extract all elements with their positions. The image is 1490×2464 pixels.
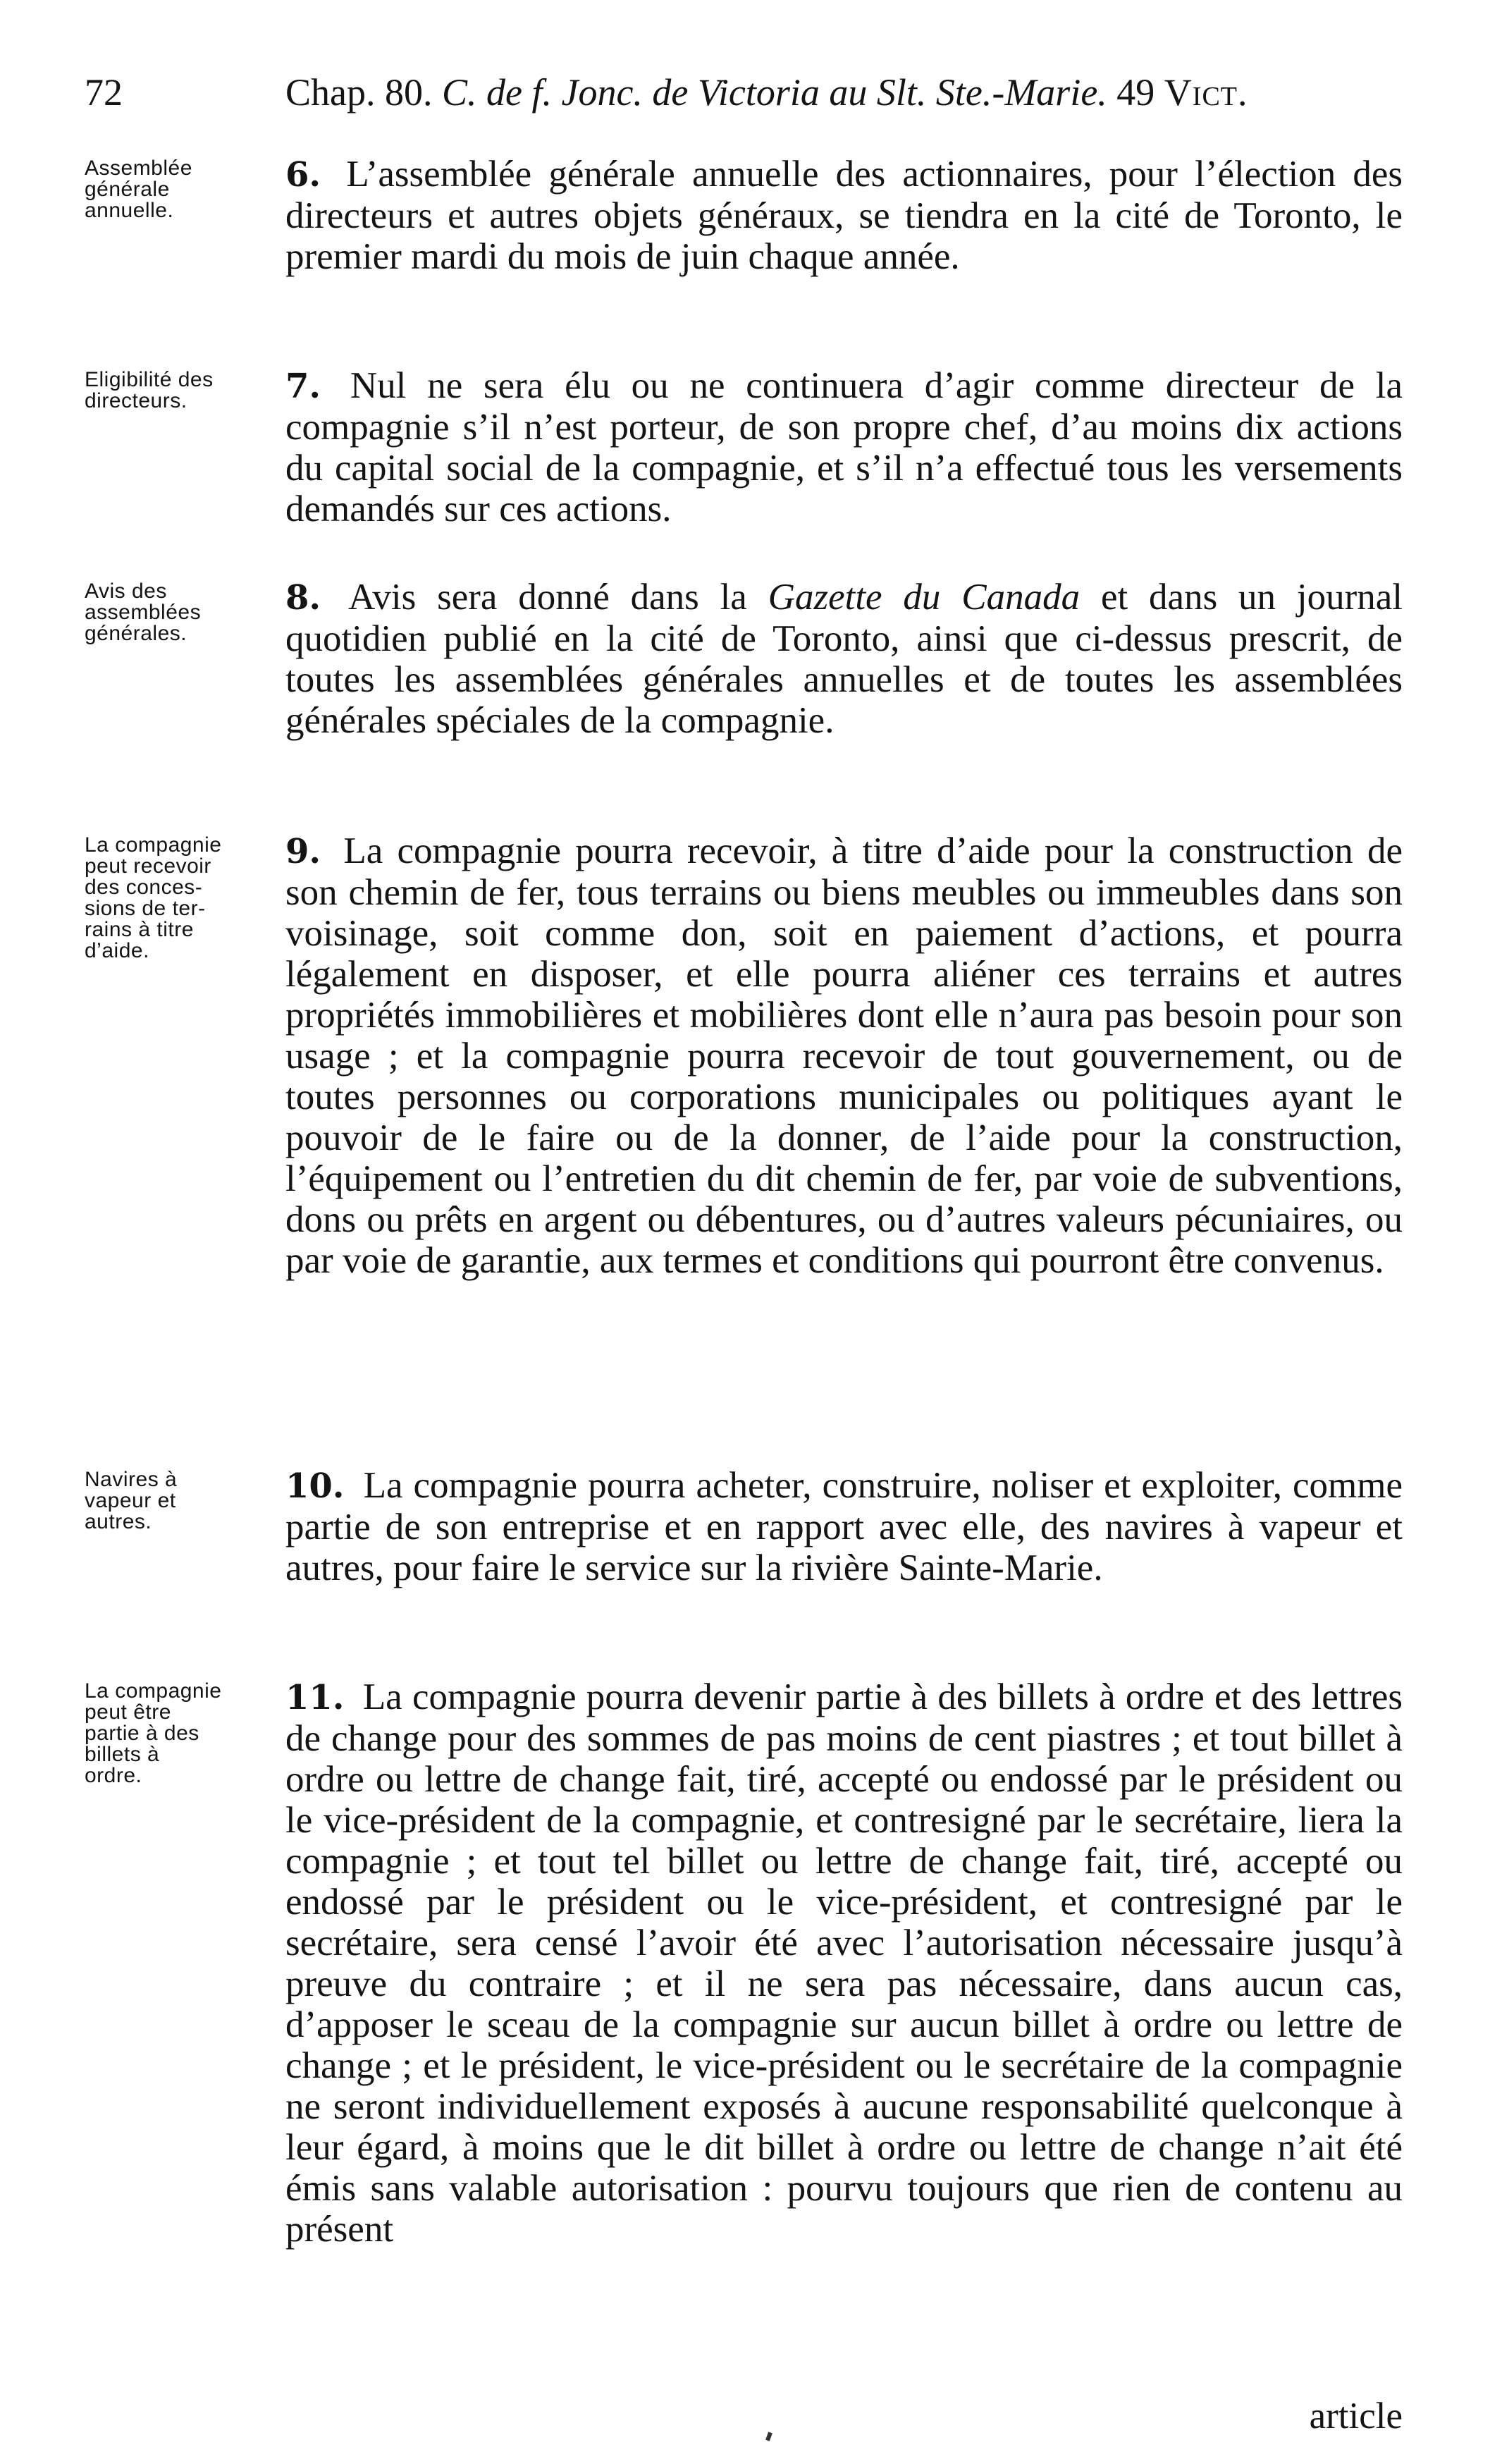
section-body: Nul ne sera élu ou ne continuera d’agir comme directeur de la compagnie s’il n’est porteur, de son propre chef, d’au moins dix actions du capital social de la compagnie, et s’il n’a effectué tous les versements demandés sur ces actions.	[285, 365, 1403, 529]
side-note: La compagnie peut être partie à des billets à ordre.	[85, 1679, 222, 1787]
running-title	[285, 68, 1248, 117]
section-body: L’assemblée générale annuelle des actionnaires, pour l’élection des directeurs et autres objets généraux, se tiendra en la cité de Toronto, le premier mardi du mois de juin chaque année.	[285, 154, 1403, 277]
catchword: article	[1309, 2396, 1403, 2437]
printer-mark	[765, 2432, 772, 2441]
section-body: La compagnie pourra acheter, construire, noliser et exploiter, comme partie de son entreprise et en rapport avec elle, des navires à vapeur et autres, pour faire le service sur la rivière Sainte-Marie.	[285, 1465, 1403, 1588]
section-body: La compagnie pourra devenir partie à des billets à ordre et des lettres de change pour des sommes de pas moins de cent piastres ; et tout billet à ordre ou lettre de change fait, tiré, accepté ou endossé par le président ou le vice-président de la compagnie, et contresigné par le secrétaire, liera la compagnie ; et tout tel billet ou lettre de change fait, tiré, accepté ou endossé par le président ou le vice-président, et contresigné par le secrétaire, sera censé l’avoir été avec l’autorisation nécessaire jusqu’à preuve du contraire ; et il ne sera pas nécessaire, dans aucun cas, d’apposer le sceau de la compagnie sur aucun billet à ordre ou lettre de change ; et le président, le vice-président ou le secrétaire de la compagnie ne seront individuellement exposés à aucune responsabilité quelconque à leur égard, à moins que le dit billet à ordre ou lettre de change n’ait été émis sans valable autorisation : pourvu toujours que rien de contenu au présent	[285, 1677, 1403, 2250]
section-text	[285, 1677, 1403, 2250]
section-number: 9.	[285, 832, 321, 871]
running-head	[85, 68, 1403, 117]
side-note: Eligibilité des directeurs.	[85, 368, 214, 412]
regnal-year: 49	[1116, 71, 1155, 114]
side-note: La compagnie peut recevoir des conces- sions de ter- rains à titre d’aide.	[85, 833, 222, 962]
side-note: Assemblée générale annuelle.	[85, 157, 192, 222]
section-text	[285, 365, 1403, 529]
act-title: C. de f. Jonc. de Victoria au Slt. Ste.-Marie.	[442, 71, 1107, 114]
section-text	[285, 154, 1403, 277]
page-number: 72	[85, 71, 123, 114]
section-text	[285, 577, 1403, 741]
side-note: Navires à vapeur et autres.	[85, 1468, 178, 1533]
side-note: Avis des assemblées générales.	[85, 580, 202, 645]
section-number: 6.	[285, 155, 321, 195]
section-body: La compagnie pourra recevoir, à titre d’aide pour la construction de son chemin de fer, tous terrains ou biens meubles ou immeubles dans son voisinage, soit comme don, soit en paiement d’actions, et pourra légalement en disposer, et elle pourra aliéner ces terrains et autres propriétés immobilières et mobilières dont elle n’aura pas besoin pour son usage ; et la compagnie pourra recevoir de tout gouvernement, ou de toutes personnes ou corporations municipales ou politiques ayant le pouvoir de le faire ou de la donner, de l’aide pour la construction, l’équipement ou l’entretien du dit chemin de fer, par voie de subventions, dons ou prêts en argent ou débentures, ou d’autres valeurs pécuniaires, ou par voie de garantie, aux termes et conditions qui pourront être convenus.	[285, 830, 1403, 1281]
section-number: 7.	[285, 367, 321, 406]
section-number: 11.	[285, 1678, 345, 1717]
section-body-start: Avis sera donné dans la	[348, 577, 768, 618]
section-text	[285, 830, 1403, 1281]
gazette-title: Gazette du Canada	[768, 577, 1080, 618]
section-text	[285, 1465, 1403, 1588]
section-body-end: et dans un journal quotidien publié en la cité de Toronto, ainsi que ci-dessus prescrit, de toutes les assemblées générales annuelles et de toutes les assemblées générales spéciales de la compagnie.	[285, 577, 1403, 741]
section-number: 10.	[285, 1466, 345, 1506]
monarch-label: Vict.	[1164, 71, 1248, 114]
chapter-label: Chap. 80.	[285, 71, 433, 114]
section-number: 8.	[285, 578, 321, 618]
